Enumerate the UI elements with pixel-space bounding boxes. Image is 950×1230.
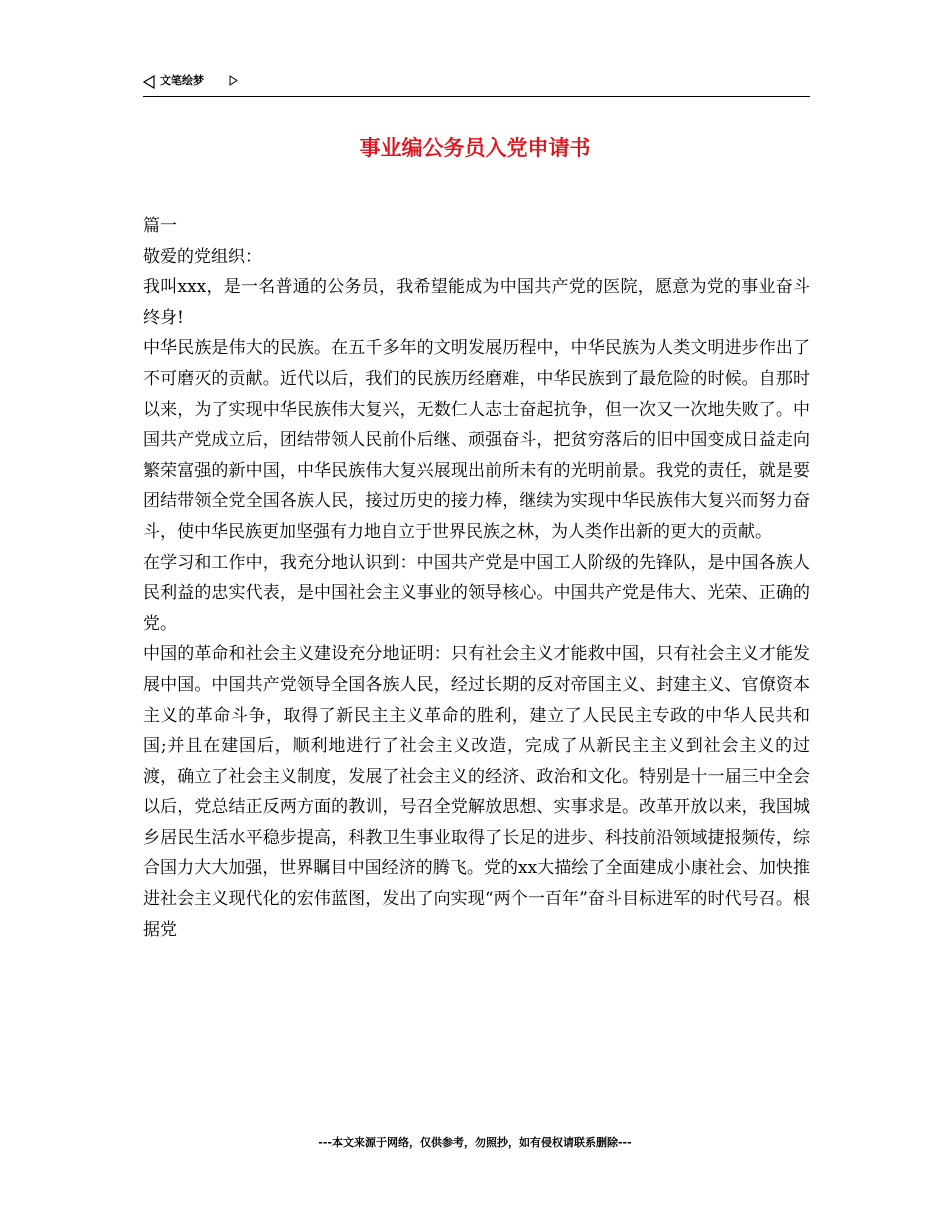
section-label: 篇一: [143, 216, 177, 236]
footer-disclaimer: ---本文来源于网络，仅供参考，勿照抄，如有侵权请联系删除---: [318, 1136, 632, 1149]
brand-name: 文笔绘梦: [160, 74, 204, 87]
triangle-right-icon: [229, 75, 238, 86]
paragraph: 中国的革命和社会主义建设充分地证明：只有社会主义才能救中国，只有社会主义才能发展中国。中国共产党领导全国各族人民，经过长期的反对帝国主义、封建主义、官僚资本主义的革命斗争，取得了新民主主义革命的胜利，建立了人民民主专政的中华人民共和国;并且在建国后，顺利地进行了社会主义改造，完成了从新民主主义到社会主义的过渡，确立了社会主义制度，发展了社会主义的经济、政治和文化。特别是十一届三中全会以后，党总结正反两方面的教训，号召全党解放思想、实事求是。改革开放以来，我国城乡居民生活水平稳步提高，科教卫生事业取得了长足的进步、科技前沿领域捷报频传，综合国力大大加强，世界瞩目中国经济的腾飞。党的xx大描绘了全面建成小康社会、加快推进社会主义现代化的宏伟蓝图，发出了向实现“两个一百年”奋斗目标进军的时代号召。根据党: [143, 644, 810, 940]
triangle-left-icon: [143, 75, 155, 89]
page-header: [143, 70, 810, 97]
salutation: 敬爱的党组织：: [143, 246, 262, 267]
document-title: 事业编公务员入党申请书: [359, 136, 591, 160]
paragraph: 中华民族是伟大的民族。在五千多年的文明发展历程中，中华民族为人类文明进步作出了不可磨灭的贡献。近代以后，我们的民族历经磨难，中华民族到了最危险的时候。自那时以来，为了实现中华民族伟大复兴，无数仁人志士奋起抗争，但一次又一次地失败了。中国共产党成立后，团结带领人民前仆后继、顽强奋斗，把贫穷落后的旧中国变成日益走向繁荣富强的新中国，中华民族伟大复兴展现出前所未有的光明前景。我党的责任，就是要团结带领全党全国各族人民，接过历史的接力棒，继续为实现中华民族伟大复兴而努力奋斗，使中华民族更加坚强有力地自立于世界民族之林，为人类作出新的更大的贡献。: [143, 338, 810, 542]
document-body: [143, 211, 810, 945]
paragraph: 我叫xxx，是一名普通的公务员，我希望能成为中国共产党的医院，愿意为党的事业奋斗终身!: [143, 277, 810, 328]
paragraph: 在学习和工作中，我充分地认识到：中国共产党是中国工人阶级的先锋队，是中国各族人民利益的忠实代表，是中国社会主义事业的领导核心。中国共产党是伟大、光荣、正确的党。: [143, 552, 810, 634]
